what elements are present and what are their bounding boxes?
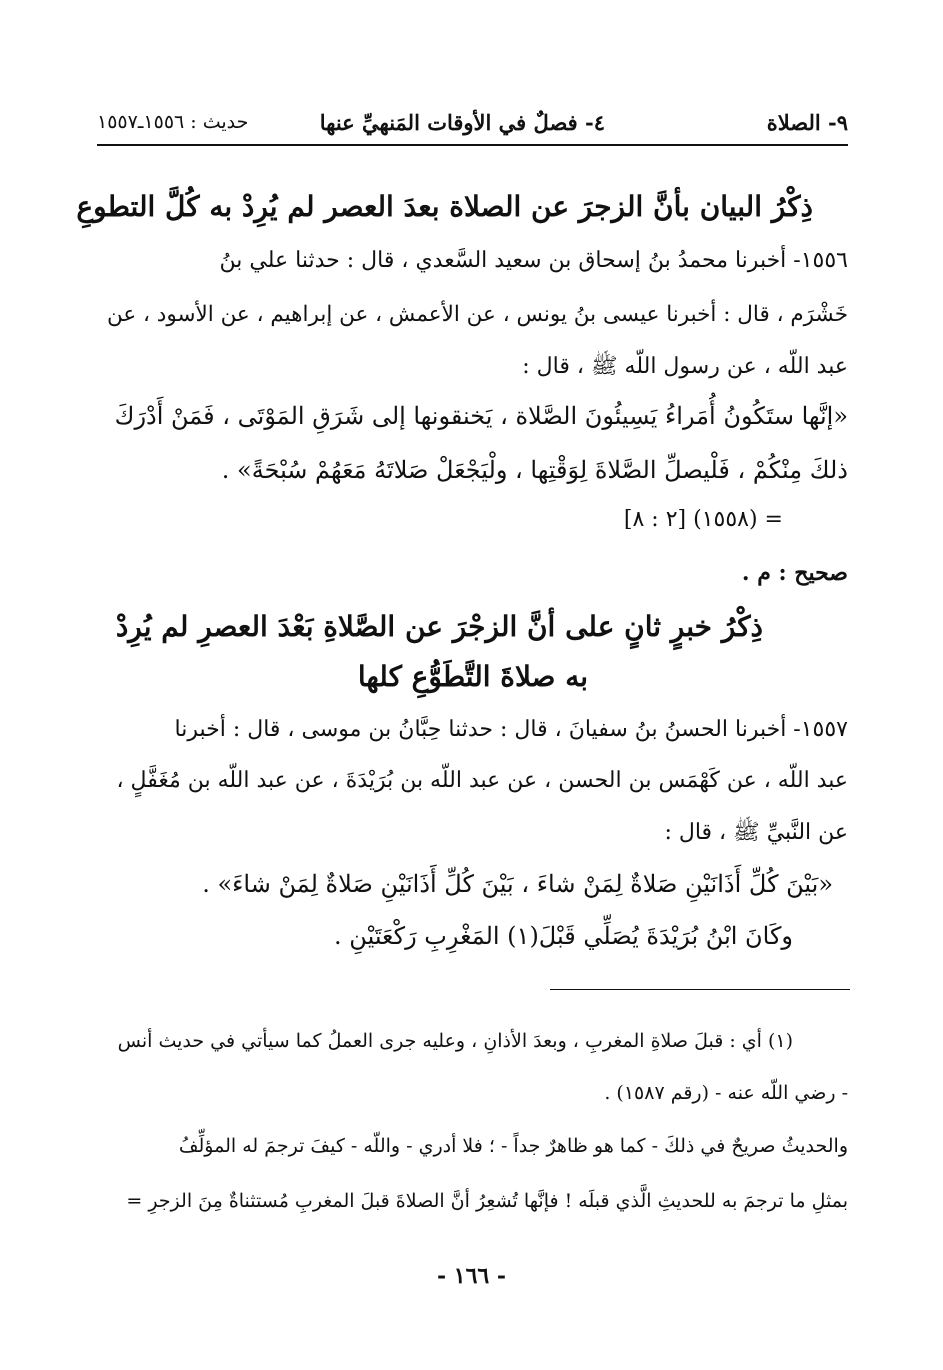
section1-text-line-2: ذلكَ مِنْكُمْ ، فَلْيصلِّ الصَّلاةَ لِوَقْتِها ، ولْيَجْعَلْ صَلاتَهُ مَعَهُمْ سُبْحَةً» . (221, 456, 848, 484)
chapter-title: ٩- الصلاة (766, 110, 848, 135)
section2-chain-line-3: عن النَّبيِّ ﷺ ، قال : (664, 820, 848, 845)
cross-reference: = (١٥٥٨) [٢ : ٨] (623, 507, 783, 532)
section-title: ٤- فصلٌ في الأوقات المَنهيِّ عنها (319, 110, 605, 135)
section1-heading: ذِكْرُ البيان بأنَّ الزجرَ عن الصلاة بعدَ العصر لم يُرِدْ به كُلَّ التطوعِ (76, 190, 813, 223)
page-number: - ١٦٦ - (436, 1263, 507, 1289)
section1-chain-line-2: خَشْرَم ، قال : أخبرنا عيسى بنُ يونس ، عن الأعمش ، عن إبراهيم ، عن الأسود ، عن (107, 302, 848, 327)
section1-text-line-1: «إنَّها ستَكُونُ أُمَراءُ يَسِيئُونَ الصَّلاة ، يَخنقونها إلى شَرَقِ المَوْتَى ، فَمَنْ أَدْرَكَ (114, 402, 848, 430)
hadith-grade: صحيح : م . (741, 560, 848, 586)
section2-heading-line-1: ذِكْرُ خبرٍ ثانٍ على أنَّ الزجْرَ عن الصَّلاةِ بَعْدَ العصرِ لم يُرِدْ (115, 610, 763, 643)
section2-text-line-2: وكَانَ ابْنُ بُرَيْدَةَ يُصَلِّي قَبْلَ(١) المَغْرِبِ رَكْعَتَيْنِ . (334, 922, 793, 950)
footnote-line-2: - رضي اللّه عنه - (رقم ١٥٨٧) . (604, 1082, 848, 1104)
section2-heading-line-2: به صلاةَ التَّطَوُّعِ كلها (357, 660, 588, 693)
footnote-line-3: والحديثُ صريحٌ في ذلكَ - كما هو ظاهرٌ جداً - ؛ فلا أدري - واللّه - كيفَ ترجمَ له المؤلِّفُ (178, 1135, 848, 1157)
section1-chain-line-1: ١٥٥٦- أخبرنا محمدُ بنُ إسحاق بن سعيد السَّعدي ، قال : حدثنا علي بنُ (219, 248, 848, 273)
hadith-range: حديث : ١٥٥٦ـ١٥٥٧ (97, 111, 249, 133)
footnote-separator (550, 989, 850, 990)
section2-chain-line-1: ١٥٥٧- أخبرنا الحسنُ بنُ سفيانَ ، قال : حدثنا حِبَّانُ بن موسى ، قال : أخبرنا (174, 717, 848, 742)
section2-text-line-1: «بَيْنَ كُلِّ أَذَانَيْنِ صَلاةٌ لِمَنْ شاءَ ، بَيْنَ كُلِّ أَذَانَيْنِ صَلاةٌ لِمَنْ شاءَ» . (202, 870, 833, 898)
footnote-line-1: (١) أي : قبلَ صلاةِ المغربِ ، وبعدَ الأذانِ ، وعليه جرى العملُ كما سيأتي في حديث أنس (117, 1030, 793, 1052)
footnote-line-4: بمثلِ ما ترجمَ به للحديثِ الَّذي قبلَه ! فإنَّها تُشعِرُ أنَّ الصلاةَ قبلَ المغربِ مُستثناةٌ مِنَ الزجرِ = (126, 1190, 848, 1212)
section1-chain-line-3: عبد اللّه ، عن رسول اللّه ﷺ ، قال : (522, 354, 848, 379)
section2-chain-line-2: عبد اللّه ، عن كَهْمَس بن الحسن ، عن عبد اللّه بن بُرَيْدَةَ ، عن عبد اللّه بن مُغَفَّلٍ ، (116, 768, 848, 793)
running-header (97, 108, 848, 146)
